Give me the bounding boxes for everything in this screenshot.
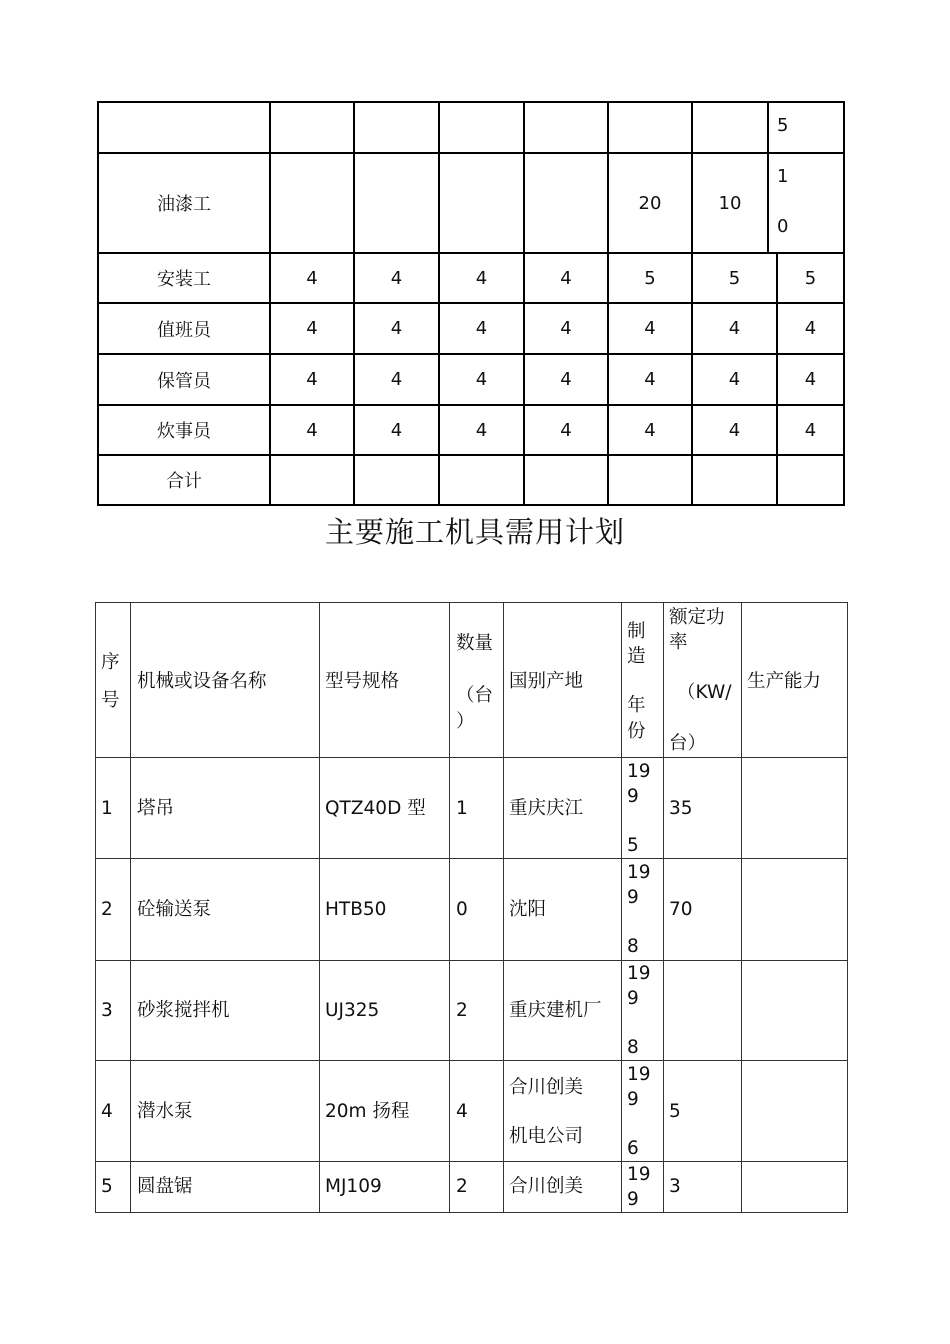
cell-value: 4 bbox=[804, 419, 817, 441]
row-name: 塔吊 bbox=[137, 798, 175, 819]
cell-value: 4 bbox=[560, 318, 572, 339]
cell-value: 4 bbox=[804, 369, 817, 390]
row-power: 70 bbox=[669, 899, 693, 920]
header-year: 制 bbox=[627, 621, 646, 642]
labor-table bbox=[97, 101, 845, 506]
row-no: 5 bbox=[101, 1176, 113, 1197]
cell-value: 4 bbox=[390, 419, 403, 441]
cell-value: 10 bbox=[718, 192, 742, 214]
cell-value: 4 bbox=[728, 318, 741, 339]
header-no: 序 bbox=[101, 652, 120, 673]
cell-value: 1 bbox=[777, 166, 789, 187]
cell-value: 4 bbox=[475, 419, 488, 441]
row-origin: 重庆建机厂 bbox=[509, 1000, 602, 1021]
row-name: 砂浆搅拌机 bbox=[137, 1000, 230, 1021]
cell-value: 5 bbox=[777, 115, 789, 136]
row-year: 6 bbox=[627, 1138, 639, 1159]
cell-value: 4 bbox=[644, 318, 656, 339]
cell-value: 4 bbox=[728, 419, 741, 441]
row-label: 值班员 bbox=[157, 319, 211, 341]
row-model: UJ325 bbox=[325, 1000, 380, 1021]
header-power: （KW/ bbox=[677, 682, 732, 703]
row-model: QTZ40D 型 bbox=[325, 798, 426, 819]
row-label: 油漆工 bbox=[157, 194, 211, 215]
row-origin: 机电公司 bbox=[509, 1126, 584, 1147]
row-model: MJ109 bbox=[325, 1176, 382, 1197]
header-power: 率 bbox=[669, 632, 688, 653]
header-capacity: 生产能力 bbox=[747, 671, 822, 692]
row-origin: 重庆庆江 bbox=[509, 798, 584, 819]
row-no: 3 bbox=[101, 1000, 113, 1021]
row-power: 35 bbox=[669, 798, 693, 819]
cell-value: 20 bbox=[638, 192, 662, 214]
header-qty: 数量 bbox=[456, 633, 494, 654]
header-year: 份 bbox=[627, 721, 646, 742]
cell-value: 4 bbox=[306, 318, 318, 339]
row-name: 潜水泵 bbox=[137, 1101, 193, 1122]
cell-value: 4 bbox=[728, 369, 741, 390]
row-model: HTB50 bbox=[325, 899, 387, 920]
header-no: 号 bbox=[101, 690, 120, 711]
row-year: 19 bbox=[627, 1164, 651, 1185]
cell-value: 4 bbox=[475, 318, 488, 339]
row-year: 8 bbox=[627, 936, 639, 957]
row-name: 圆盘锯 bbox=[137, 1176, 193, 1197]
row-year: 9 bbox=[627, 1189, 639, 1210]
header-origin: 国别产地 bbox=[509, 671, 584, 692]
row-year: 9 bbox=[627, 988, 639, 1009]
cell-value: 4 bbox=[306, 419, 318, 441]
row-no: 1 bbox=[101, 798, 113, 819]
header-power: 额定功 bbox=[669, 607, 725, 628]
row-origin: 合川创美 bbox=[509, 1077, 584, 1098]
total-label: 合计 bbox=[166, 471, 202, 492]
cell-value: 4 bbox=[475, 267, 488, 289]
cell-value: 0 bbox=[777, 216, 789, 237]
cell-value: 5 bbox=[728, 267, 741, 289]
row-year: 5 bbox=[627, 835, 639, 856]
row-year: 9 bbox=[627, 1089, 639, 1110]
row-year: 19 bbox=[627, 1064, 651, 1085]
cell-value: 4 bbox=[560, 369, 572, 390]
header-qty: （台 bbox=[456, 685, 494, 706]
row-name: 砼输送泵 bbox=[137, 899, 212, 920]
row-label: 保管员 bbox=[157, 370, 211, 392]
row-qty: 0 bbox=[456, 899, 468, 920]
row-label: 安装工 bbox=[157, 269, 211, 290]
cell-value: 5 bbox=[804, 267, 817, 289]
row-power: 3 bbox=[669, 1176, 681, 1197]
cell-value: 4 bbox=[644, 369, 656, 390]
cell-value: 4 bbox=[390, 369, 403, 390]
machinery-table bbox=[95, 602, 848, 1213]
header-year: 年 bbox=[627, 695, 646, 716]
cell-value: 4 bbox=[560, 267, 572, 289]
row-qty: 2 bbox=[456, 1176, 468, 1197]
header-name: 机械或设备名称 bbox=[137, 671, 267, 692]
header-power: 台） bbox=[669, 733, 707, 754]
page-title: 主要施工机具需用计划 bbox=[324, 515, 625, 549]
row-year: 8 bbox=[627, 1037, 639, 1058]
cell-value: 4 bbox=[306, 369, 318, 390]
header-year: 造 bbox=[627, 646, 646, 667]
row-qty: 1 bbox=[456, 798, 468, 819]
row-year: 9 bbox=[627, 887, 639, 908]
row-qty: 4 bbox=[456, 1101, 468, 1122]
row-label: 炊事员 bbox=[157, 421, 211, 442]
row-year: 19 bbox=[627, 963, 651, 984]
row-no: 2 bbox=[101, 899, 113, 920]
row-power: 5 bbox=[669, 1101, 681, 1122]
cell-value: 4 bbox=[306, 267, 318, 289]
row-no: 4 bbox=[101, 1101, 113, 1122]
cell-value: 4 bbox=[390, 318, 403, 339]
cell-value: 4 bbox=[390, 267, 403, 289]
cell-value: 4 bbox=[560, 419, 572, 441]
row-origin: 沈阳 bbox=[509, 899, 547, 920]
row-origin: 合川创美 bbox=[509, 1176, 584, 1197]
header-qty: ） bbox=[456, 711, 475, 732]
row-year: 9 bbox=[627, 786, 639, 807]
cell-value: 5 bbox=[644, 267, 656, 289]
row-label bbox=[99, 103, 269, 152]
cell-value: 4 bbox=[475, 369, 488, 390]
row-model: 20m 扬程 bbox=[325, 1101, 410, 1122]
header-model: 型号规格 bbox=[325, 671, 400, 692]
cell-value: 4 bbox=[804, 318, 817, 339]
row-year: 19 bbox=[627, 761, 651, 782]
cell-value: 4 bbox=[644, 419, 656, 441]
row-year: 19 bbox=[627, 862, 651, 883]
row-qty: 2 bbox=[456, 1000, 468, 1021]
